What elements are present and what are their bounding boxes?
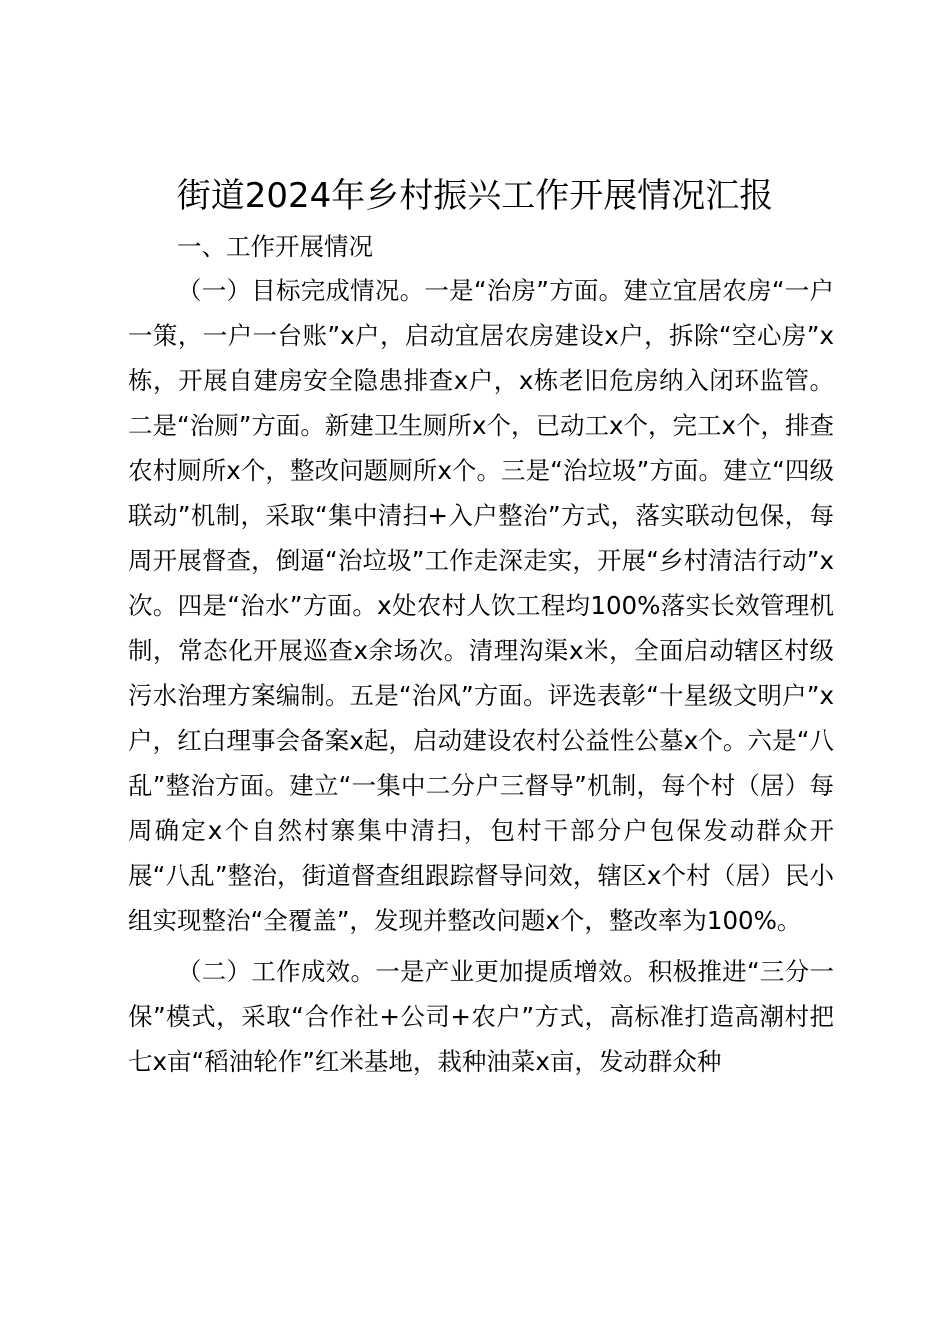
section-heading: 一、工作开展情况 — [177, 232, 373, 261]
document-body — [128, 226, 834, 1084]
paragraph-target-completion: （一）目标完成情况。一是“治房”方面。建立宜居农房“一户一策，一户一台账”x户，启动宜居农房建设x户，拆除“空心房”x栋，开展自建房安全隐患排查x户，x栋老旧危房纳入闭环监管。二是“治厕”方面。新建卫生厕所x个，已动工x个，完工x个，排查农村厕所x个，整改问题厕所x个。三是“治垃圾”方面。建立“四级联动”机制，采取“集中清扫+入户整治”方式，落实联动包保，每周开展督查，倒逼“治垃圾”工作走深走实，开展“乡村清洁行动”x次。四是“治水”方面。x处农村人饮工程均100%落实长效管理机制，常态化开展巡查x余场次。清理沟渠x米，全面启动辖区村级污水治理方案编制。五是“治风”方面。评选表彰“十星级文明户”x户，红白理事会备案x起，启动建设农村公益性公墓x个。六是“八乱”整治方面。建立“一集中二分户三督导”机制，每个村（居）每周确定x个自然村寨集中清扫，包村干部分户包保发动群众开展“八乱”整治，街道督查组跟踪督导问效，辖区x个村（居）民小组实现整治“全覆盖”，发现并整改问题x个，整改率为100%。 — [128, 276, 834, 935]
document-title: 街道2024年乡村振兴工作开展情况汇报 — [176, 176, 774, 216]
paragraph-work-results: （二）工作成效。一是产业更加提质增效。积极推进“三分一保”模式，采取“合作社+公司+农户”方式，高标准打造高潮村把七x亩“稻油轮作”红米基地，栽种油菜x亩，发动群众种 — [128, 957, 834, 1076]
